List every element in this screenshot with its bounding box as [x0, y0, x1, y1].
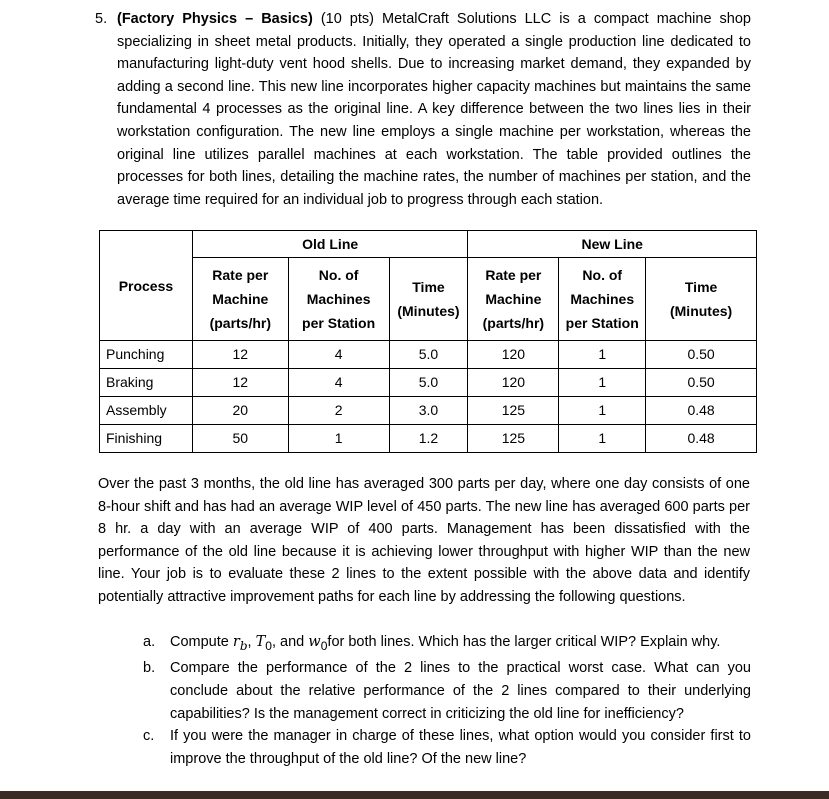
new-machines-header-line: No. of	[582, 267, 623, 283]
sub-question-b-text: Compare the performance of the 2 lines to the practical worst case. What can you conclude about the relative performance of the 2 lines compared to their underlying capabilities? Is the management correct in criticizing the old line for inefficiency?	[170, 660, 751, 722]
old-machines-cell: 1	[288, 425, 389, 453]
old-machines-cell: 2	[288, 397, 389, 425]
symbol-w: w	[308, 634, 321, 650]
question-number: 5.	[95, 11, 108, 27]
sub-question-c	[143, 725, 751, 770]
new-time-header	[646, 258, 757, 341]
new-machines-header	[559, 258, 646, 341]
symbol-t: T	[255, 634, 266, 650]
new-machines-cell: 1	[559, 341, 646, 369]
old-time-cell: 3.0	[389, 397, 468, 425]
old-rate-cell: 12	[192, 369, 288, 397]
symbol-r: r	[232, 634, 240, 650]
symbol-separator: , and	[272, 634, 309, 650]
process-name: Punching	[100, 341, 193, 369]
scenario-paragraph: Over the past 3 months, the old line has averaged 300 parts per day, where one day consists of one 8-hour shift and has had an average WIP level of 450 parts. The new line has averaged 600 parts per 8 hr. a day with an average WIP of 400 parts. Management has been dissatisfied with the performance of the old line because it is achieving lower throughput with higher WIP than the new line. Your job is to evaluate these 2 lines to the extent possible with the above data and identify potentially attractive improvement paths for each line by addressing the following questions.	[98, 476, 750, 605]
new-time-header-line: Time	[684, 279, 718, 295]
old-time-header-line: (Minutes)	[397, 303, 460, 319]
sub-question-marker: c.	[143, 728, 155, 745]
old-rate-cell: 12	[192, 341, 288, 369]
table-row-assembly	[100, 397, 757, 425]
symbol-w-subscript: 0	[320, 638, 328, 653]
symbol-r-subscript: b	[239, 638, 248, 653]
old-rate-cell: 50	[192, 425, 288, 453]
new-machines-header-line: Machines	[570, 291, 635, 307]
question-intro	[117, 8, 751, 211]
old-time-cell: 5.0	[389, 341, 468, 369]
process-table	[99, 230, 757, 453]
new-rate-header-line: Rate per	[485, 267, 542, 283]
sub-question-a	[143, 631, 751, 657]
old-time-header-line: Time	[412, 279, 445, 295]
old-rate-header-line: (parts/hr)	[209, 315, 272, 331]
bottom-border-bar	[0, 791, 829, 799]
old-machines-header-line: No. of	[318, 267, 359, 283]
new-machines-header-line: per Station	[565, 315, 639, 331]
new-rate-cell: 120	[468, 369, 559, 397]
sub-question-marker: a.	[143, 634, 156, 650]
sub-question-a-text-end: for both lines. Which has the larger critical WIP? Explain why.	[327, 634, 721, 650]
old-machines-cell: 4	[288, 341, 389, 369]
old-rate-header-line: Machine	[212, 291, 269, 307]
old-time-cell: 5.0	[389, 369, 468, 397]
new-time-cell: 0.50	[646, 369, 757, 397]
table-row-punching	[100, 341, 757, 369]
old-machines-header	[288, 258, 389, 341]
new-rate-header-line: Machine	[485, 291, 542, 307]
process-name: Finishing	[100, 425, 193, 453]
new-time-cell: 0.48	[646, 397, 757, 425]
new-machines-cell: 1	[559, 397, 646, 425]
new-rate-cell: 125	[468, 397, 559, 425]
symbol-t-subscript: 0	[265, 638, 272, 653]
old-machines-header-line: per Station	[302, 315, 376, 331]
process-column-header: Process	[100, 231, 193, 341]
table-row-braking	[100, 369, 757, 397]
new-time-header-line: (Minutes)	[669, 303, 733, 319]
sub-question-marker: b.	[143, 660, 156, 677]
table-header-row-2	[100, 258, 757, 341]
process-name: Braking	[100, 369, 193, 397]
question-intro-text: (10 pts) MetalCraft Solutions LLC is a compact machine shop specializing in sheet metal products. Initially, they operated a single production line dedicated to manufacturing light-duty vent hood shells. Due to increasing market demand, they expanded by adding a second line. This new line incorporates higher capacity machines but maintains the same fundamental 4 processes as the original line. A key difference between the two lines lies in their workstation configuration. The new line employs a single machine per workstation, whereas the original line utilizes parallel machines at each workstation. The table provided outlines the processes for both lines, detailing the machine rates, the number of machines per station, and the average time required for an individual job to progress through each station.	[117, 11, 751, 208]
new-rate-cell: 125	[468, 425, 559, 453]
sub-question-b	[143, 657, 751, 725]
sub-question-c-text: If you were the manager in charge of these lines, what option would you consider first to improve the throughput of the old line? Of the new line?	[170, 728, 751, 767]
old-machines-cell: 4	[288, 369, 389, 397]
new-time-cell: 0.48	[646, 425, 757, 453]
new-rate-cell: 120	[468, 341, 559, 369]
new-machines-cell: 1	[559, 369, 646, 397]
symbol-separator: ,	[247, 634, 256, 650]
old-rate-cell: 20	[192, 397, 288, 425]
sub-question-a-text-start: Compute	[170, 634, 233, 650]
new-line-header: New Line	[468, 231, 757, 258]
sub-question-list	[143, 631, 751, 770]
process-name: Assembly	[100, 397, 193, 425]
new-machines-cell: 1	[559, 425, 646, 453]
old-time-cell: 1.2	[389, 425, 468, 453]
table-header-row-1	[100, 231, 757, 258]
question-title: (Factory Physics – Basics)	[117, 11, 313, 27]
old-machines-header-line: Machines	[306, 291, 371, 307]
new-rate-header-line: (parts/hr)	[482, 315, 545, 331]
old-rate-header-line: Rate per	[212, 267, 269, 283]
new-time-cell: 0.50	[646, 341, 757, 369]
table-row-finishing	[100, 425, 757, 453]
new-rate-header	[468, 258, 559, 341]
old-time-header	[389, 258, 468, 341]
old-rate-header	[192, 258, 288, 341]
old-line-header: Old Line	[192, 231, 468, 258]
